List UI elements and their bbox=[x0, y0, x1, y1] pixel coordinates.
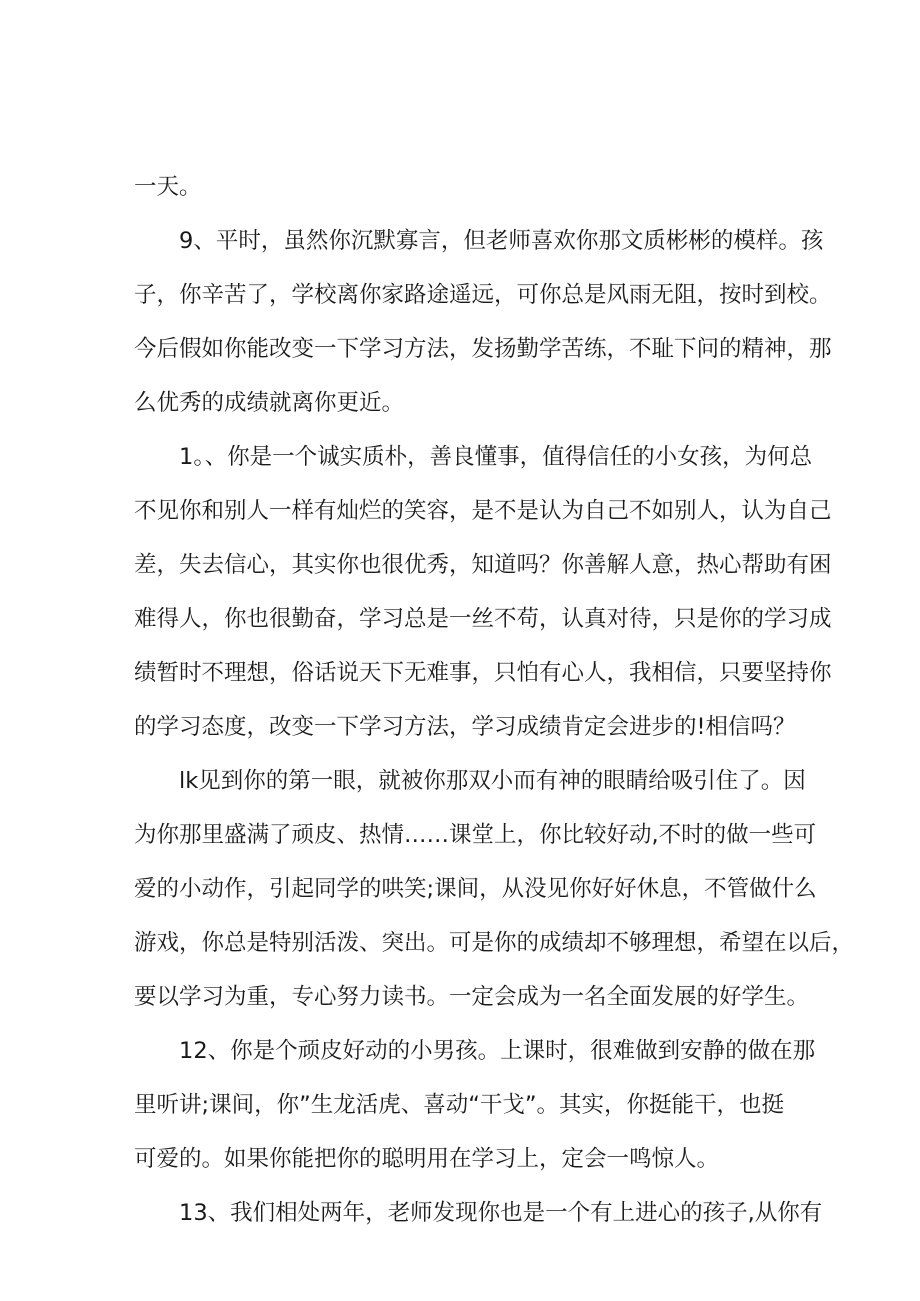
paragraph-10-line-2: 不见你和别人一样有灿烂的笑容，是不是认为自己不如别人，认为自己 bbox=[134, 498, 832, 524]
paragraph-12-line-3: 可爱的。如果你能把你的聪明用在学习上，定会一鸣惊人。 bbox=[134, 1146, 720, 1172]
paragraph-12-line-2: 里听讲;课间，你”生龙活虎、喜动“干戈”。其实，你挺能干，也挺 bbox=[134, 1092, 785, 1118]
text-line: 一天。 bbox=[134, 174, 202, 200]
paragraph-10-line-5: 绩暂时不理想，俗话说天下无难事，只怕有心人，我相信，只要坚持你 bbox=[134, 660, 832, 686]
paragraph-11-line-4: 游戏，你总是特别活泼、突出。可是你的成绩却不够理想，希望在以后， bbox=[134, 930, 855, 956]
paragraph-9-line-3: 今后假如你能改变一下学习方法，发扬勤学苦练，不耻下问的精神，那 bbox=[134, 336, 832, 362]
paragraph-13-line-1: 13、我们相处两年，老师发现你也是一个有上进心的孩子,从你有 bbox=[179, 1200, 823, 1226]
paragraph-11-line-3: 爱的小动作，引起同学的哄笑;课间，从没见你好好休息，不管做什么 bbox=[134, 876, 817, 902]
paragraph-12-line-1: 12、你是个顽皮好动的小男孩。上课时，很难做到安静的做在那 bbox=[179, 1038, 816, 1064]
paragraph-11-line-2: 为你那里盛满了顽皮、热情……课堂上，你比较好动,不时的做一些可 bbox=[134, 822, 817, 848]
paragraph-11-line-1: lk见到你的第一眼，就被你那双小而有神的眼睛给吸引住了。因 bbox=[179, 768, 806, 794]
paragraph-9-line-4: 么优秀的成绩就离你更近。 bbox=[134, 390, 405, 416]
paragraph-9-line-1: 9、平时，虽然你沉默寡言，但老师喜欢你那文质彬彬的模样。孩 bbox=[179, 228, 824, 254]
paragraph-11-line-5: 要以学习为重，专心努力读书。一定会成为一名全面发展的好学生。 bbox=[134, 984, 810, 1010]
paragraph-10-line-1: 1。、你是一个诚实质朴，善良懂事，值得信任的小女孩，为何总 bbox=[179, 444, 813, 470]
paragraph-10-line-4: 难得人，你也很勤奋，学习总是一丝不苟，认真对待，只是你的学习成 bbox=[134, 606, 832, 632]
paragraph-9-line-2: 子，你辛苦了，学校离你家路途遥远，可你总是风雨无阻，按时到校。 bbox=[134, 282, 832, 308]
paragraph-10-line-3: 差，失去信心，其实你也很优秀，知道吗？你善解人意，热心帮助有困 bbox=[134, 552, 832, 578]
paragraph-10-line-6: 的学习态度，改变一下学习方法，学习成绩肯定会进步的!相信吗？ bbox=[134, 714, 796, 740]
